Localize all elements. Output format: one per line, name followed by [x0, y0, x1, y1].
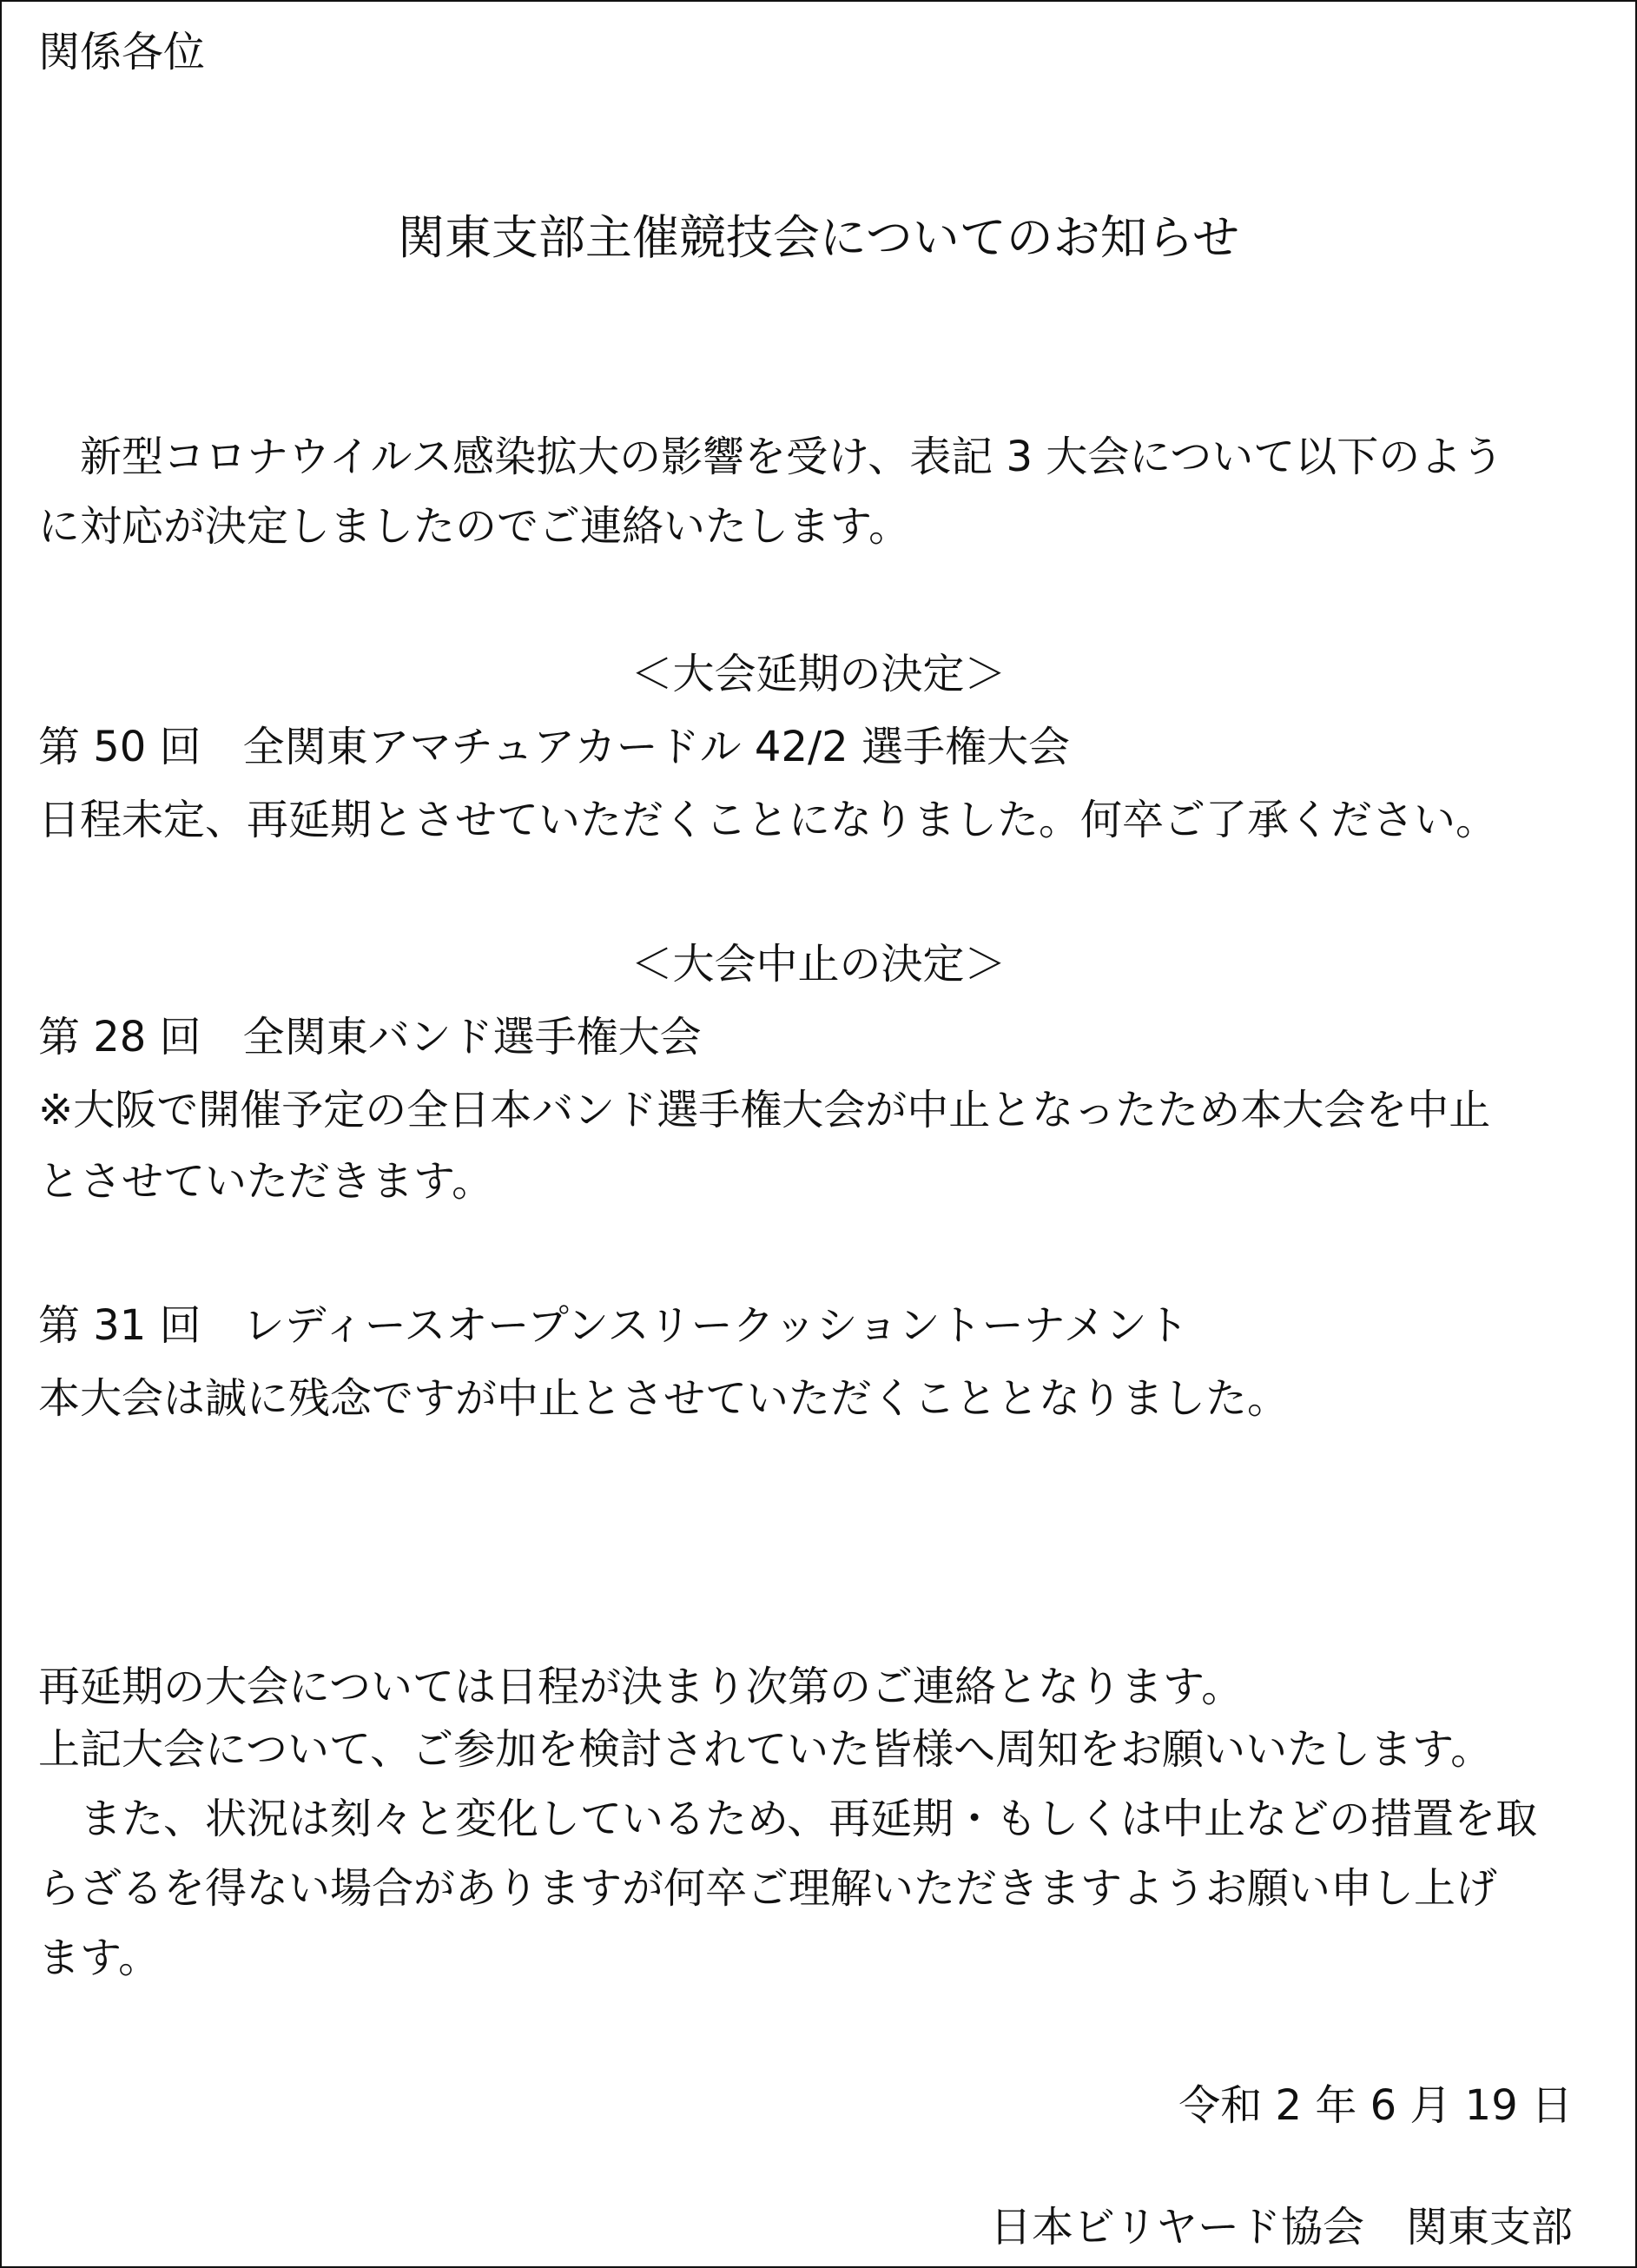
closing-line-4: らざるを得ない場合がありますが何卒ご理解いただきますようお願い申し上げ [38, 1864, 1498, 1913]
cancel-heading: ＜大会中止の決定＞ [630, 940, 1007, 989]
cancel-event-1-note-line-2: とさせていただきます。 [38, 1157, 494, 1206]
cancel-event-2: 第 31 回 レディースオープンスリークッショントーナメント [38, 1301, 1189, 1350]
closing-line-5: ます。 [38, 1934, 161, 1982]
cancel-event-2-note: 本大会は誠に残念ですが中止とさせていただくこととなりました。 [38, 1374, 1290, 1423]
closing-line-3: また、状況は刻々と変化しているため、再延期・もしくは中止などの措置を取 [38, 1795, 1538, 1843]
issue-date: 令和 2 年 6 月 19 日 [1178, 2081, 1573, 2130]
postpone-event: 第 50 回 全関東アマチュアカードル 42/2 選手権大会 [38, 723, 1070, 771]
closing-line-2: 上記大会について、ご参加を検討されていた皆様へ周知をお願いいたします。 [38, 1725, 1493, 1774]
cancel-event-1: 第 28 回 全関東バンド選手権大会 [38, 1013, 702, 1061]
postpone-heading: ＜大会延期の決定＞ [630, 650, 1007, 698]
intro-line-2: に対応が決定しましたのでご連絡いたします。 [38, 502, 911, 551]
closing-line-1: 再延期の大会については日程が決まり次第のご連絡となります。 [38, 1663, 1244, 1711]
postpone-note: 日程未定、再延期とさせていただくことになりました。何卒ご了承ください。 [38, 796, 1498, 844]
addressee: 関係各位 [38, 28, 206, 76]
document-title: 関東支部主催競技会についてのお知らせ [397, 210, 1240, 265]
cancel-event-1-note-line-1: ※大阪で開催予定の全日本バンド選手権大会が中止となったため本大会を中止 [38, 1086, 1491, 1134]
sender: 日本ビリヤード協会 関東支部 [989, 2203, 1573, 2251]
intro-line-1: 新型コロナウイルス感染拡大の影響を受け、表記 3 大会について以下のよう [38, 433, 1504, 481]
